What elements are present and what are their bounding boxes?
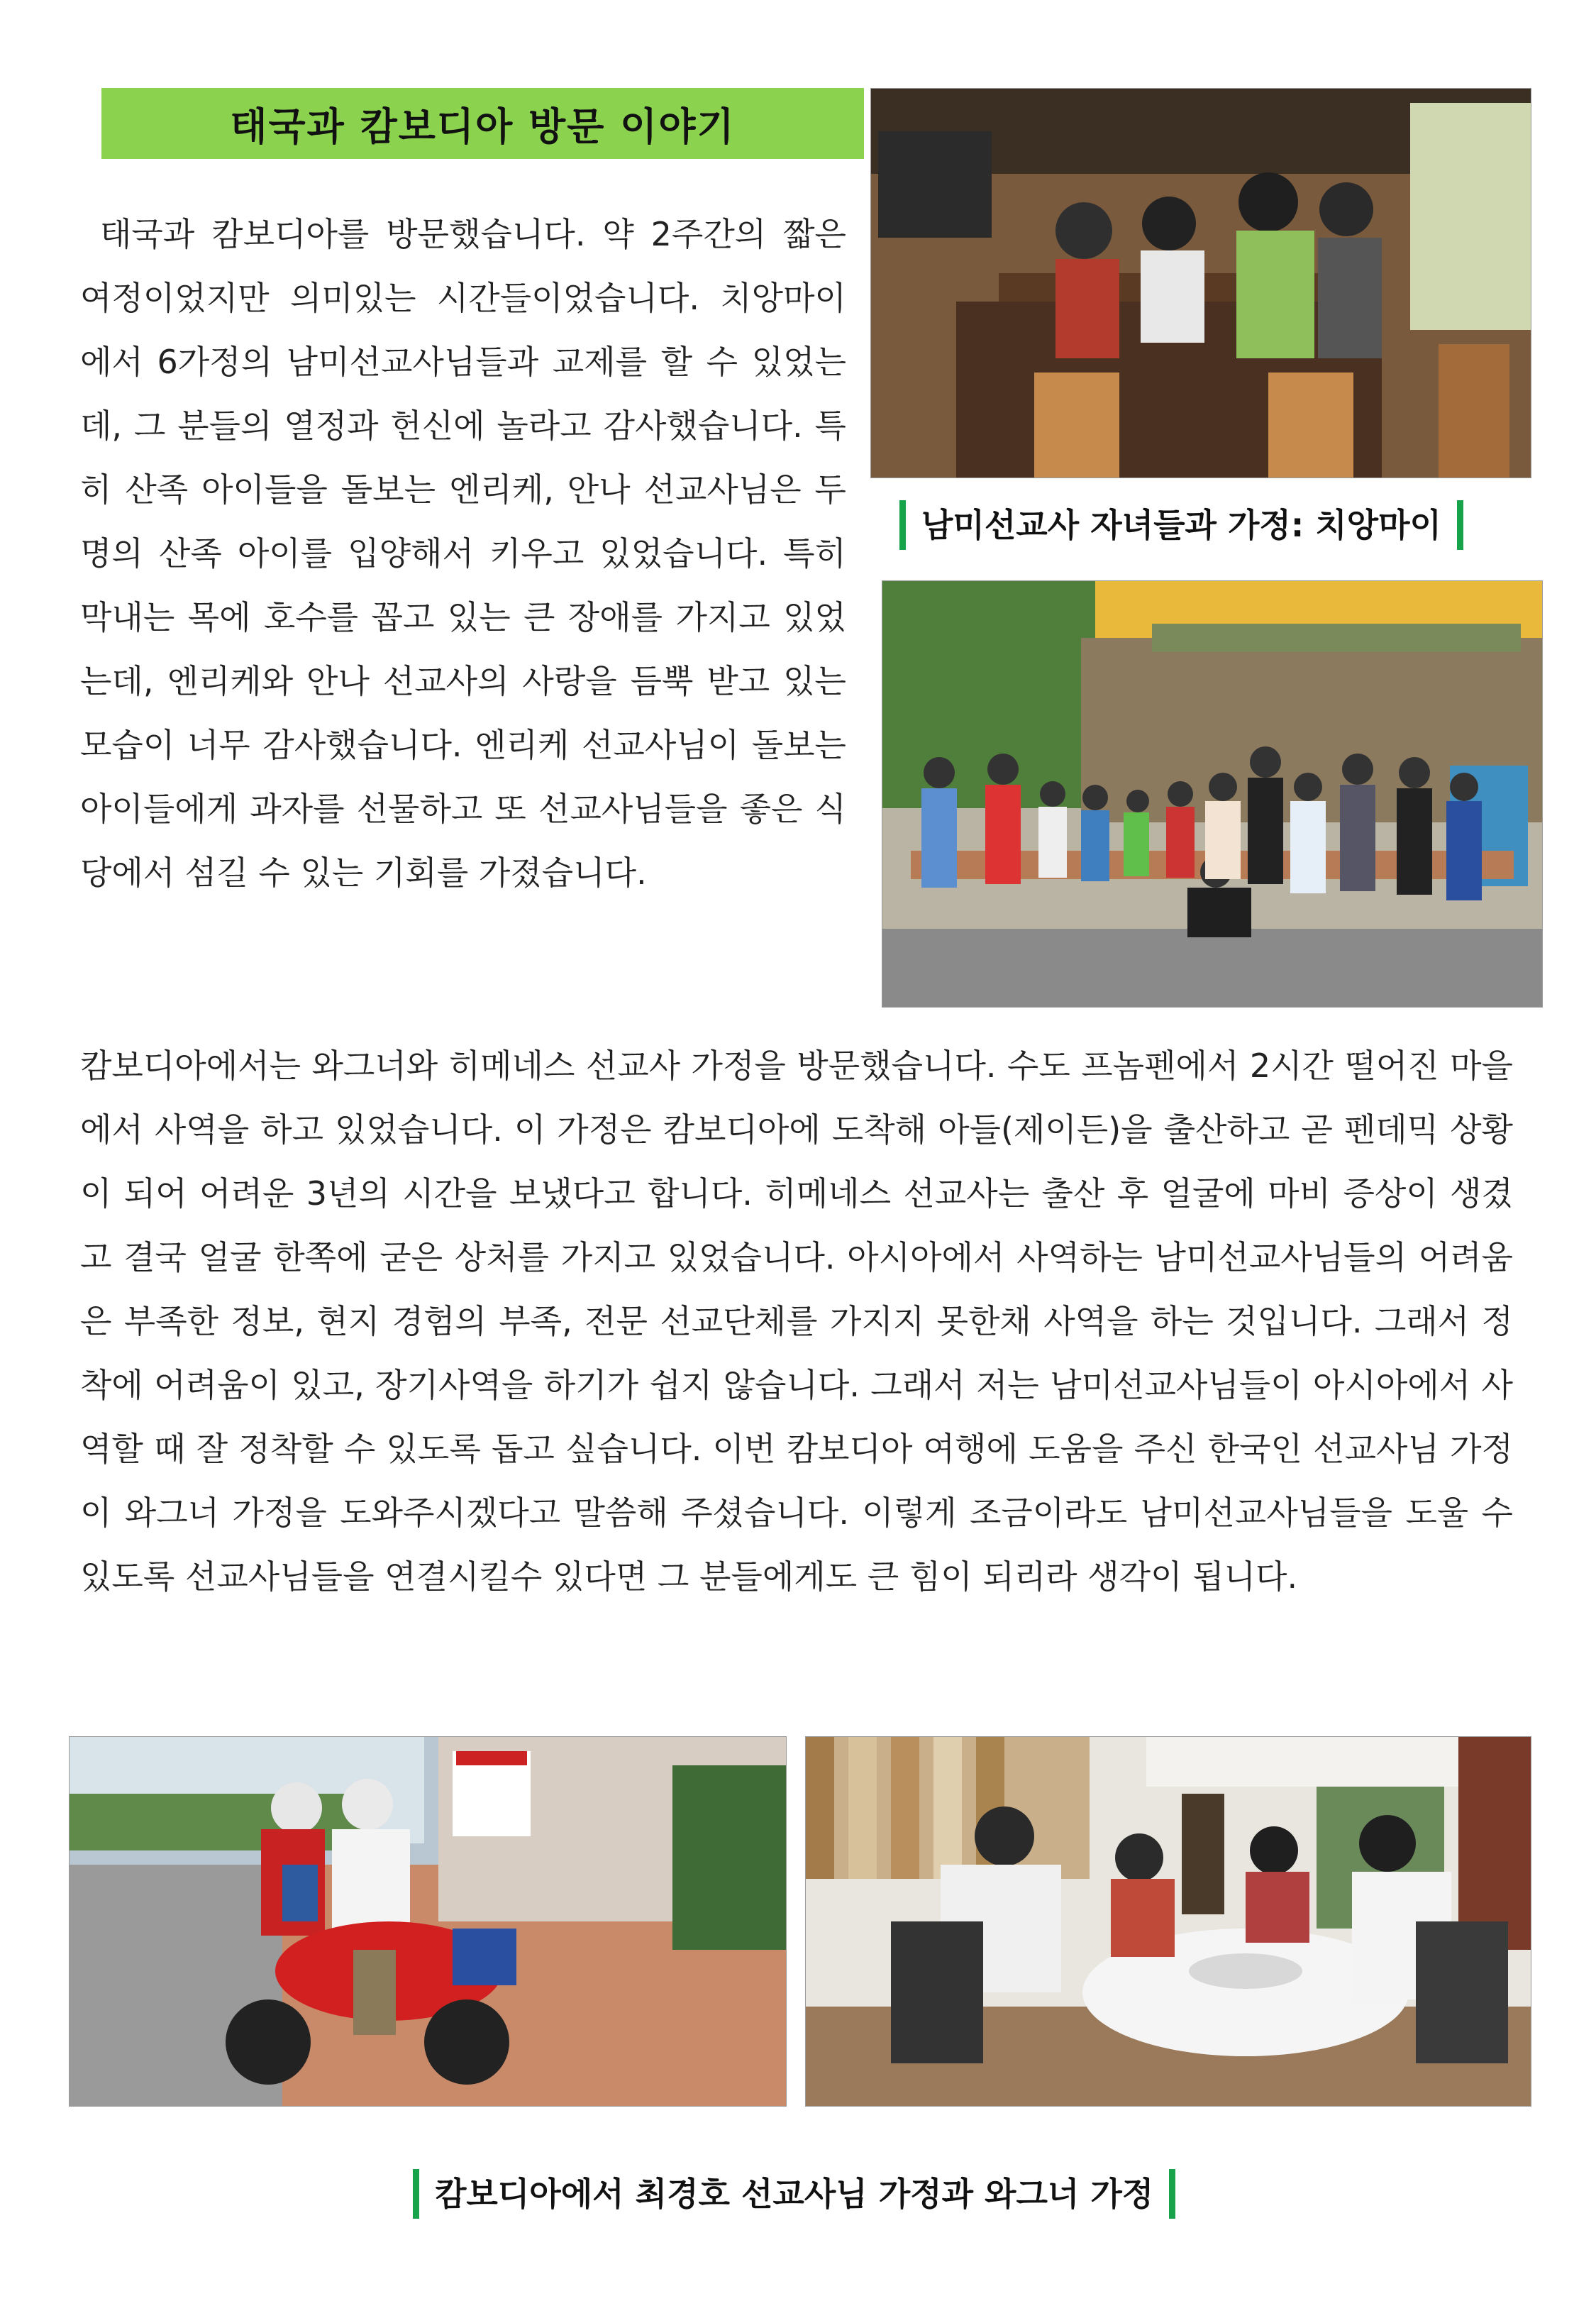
cambodia-paragraph: 캄보디아에서는 와그너와 히메네스 선교사 가정을 방문했습니다. 수도 프놈펜에서 2시간 떨어진 마을에서 사역을 하고 있었습니다. 이 가정은 캄보디아에 도착해 아들(제이든)을 출산하고 곧 펜데믹 상황이 되어 어려운 3년의 시간을 보냈다고 합니다. 히메네스 선교사는 출산 후 얼굴에 마비 증상이 생겼고 결국 얼굴 한쪽에 굳은 상처를 가지고 있었습니다. 아시아에서 사역하는 남미선교사님들의 어려움은 부족한 정보, 현지 경험의 부족, 전문 선교단체를 가지지 못한채 사역을 하는 것입니다. 그래서 정착에 어려움이 있고, 장기사역을 하기가 쉽지 않습니다. 그래서 저는 남미선교사님들이 아시아에서 사역할 때 잘 정착할 수 있도록 돕고 싶습니다. 이번 캄보디아 여행에 도움을 주신 한국인 선교사님 가정이 와그너 가정을 도와주시겠다고 말씀해 주셨습니다. 이렇게 조금이라도 남미선교사님들을 도울 수 있도록 선교사님들을 연결시킬수 있다면 그 분들에게도 큰 힘이 되리라 생각이 됩니다.	[80, 1047, 1513, 1596]
caption-cambodia: 캄보디아에서 최경호 선교사님 가정과 와그너 가정	[413, 2169, 1175, 2219]
photo-group-outdoor	[882, 580, 1543, 1008]
photo-scooter	[69, 1736, 787, 2107]
intro-paragraph: 태국과 캄보디아를 방문했습니다. 약 2주간의 짧은 여정이었지만 의미있는 시간들이었습니다. 치앙마이에서 6가정의 남미선교사님들과 교제를 할 수 있었는데, 그 분들의 열정과 헌신에 놀라고 감사했습니다. 특히 산족 아이들을 돌보는 엔리케, 안나 선교사님은 두 명의 산족 아이를 입양해서 키우고 있었습니다. 특히 막내는 목에 호수를 꼽고 있는 큰 장애를 가지고 있었는데, 엔리케와 안나 선교사의 사랑을 듬뿍 받고 있는 모습이 너무 감사했습니다. 엔리케 선교사님이 돌보는 아이들에게 과자를 선물하고 또 선교사님들을 좋은 식당에서 섬길 수 있는 기회를 가졌습니다.	[80, 215, 846, 892]
photo-table-meeting	[805, 1736, 1531, 2107]
page-title-box	[101, 88, 864, 159]
page-title: 태국과 캄보디아 방문 이야기	[230, 104, 736, 149]
photo-restaurant-children	[870, 88, 1531, 478]
caption-chiangmai: 남미선교사 자녀들과 가정: 치앙마이	[899, 500, 1463, 550]
